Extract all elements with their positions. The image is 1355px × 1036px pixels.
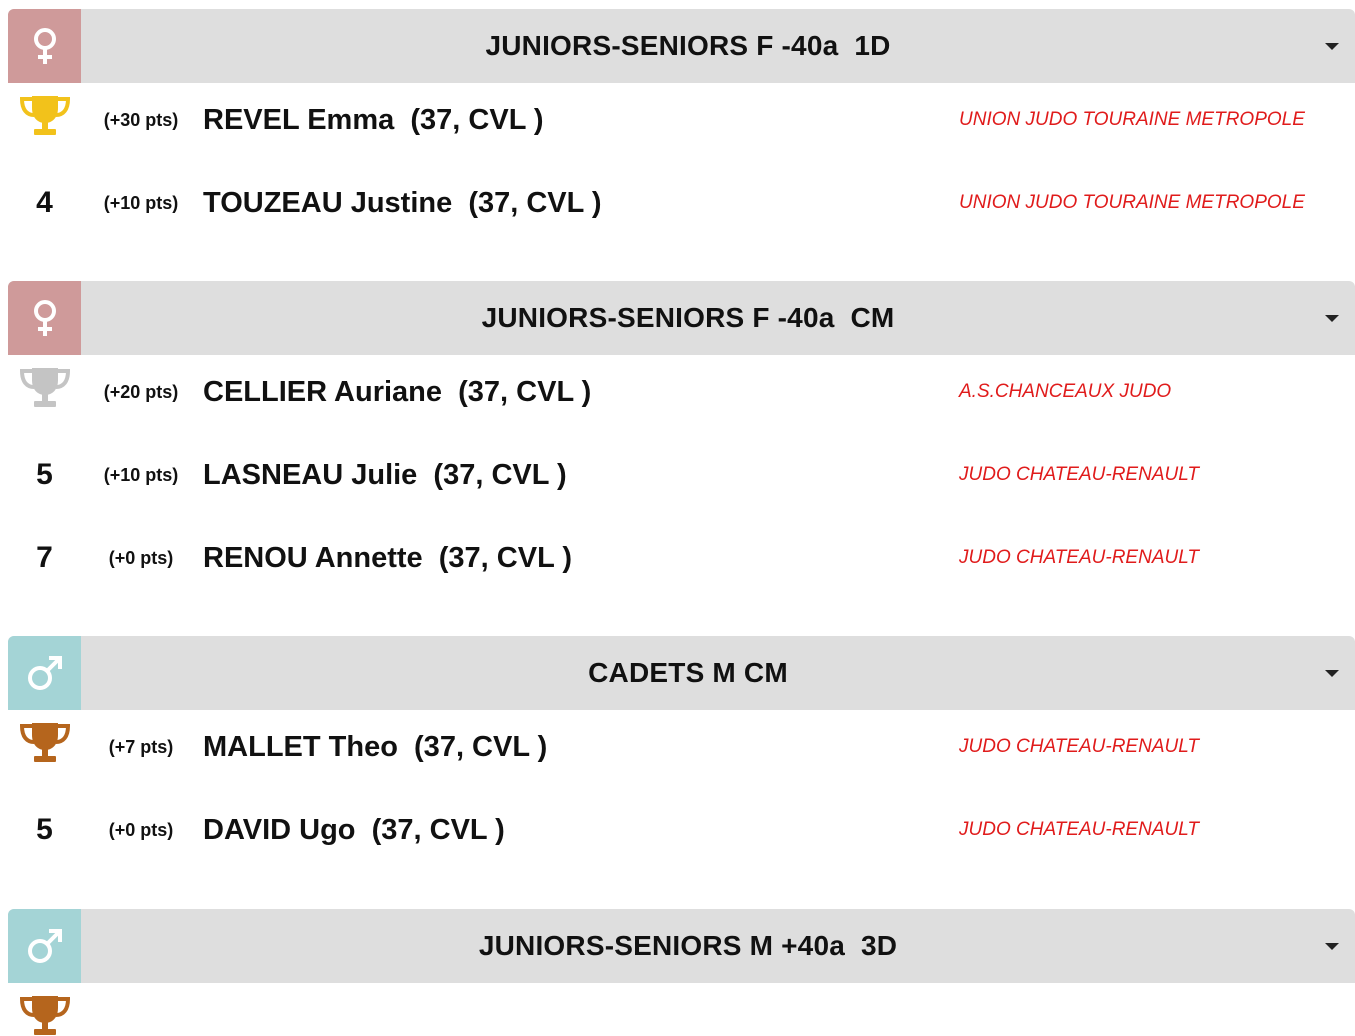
- club-name: UNION JUDO TOURAINE METROPOLE: [959, 109, 1305, 130]
- bronze-trophy-icon: [18, 994, 72, 1036]
- chevron-down-icon[interactable]: [1325, 315, 1339, 322]
- mars-icon: [25, 926, 65, 966]
- bronze-trophy-icon: [18, 721, 72, 773]
- rank-medal: [8, 710, 81, 784]
- category-title: JUNIORS-SENIORS F -40a 1D: [485, 30, 891, 61]
- rank-medal: [8, 83, 81, 157]
- rank: 4: [36, 186, 53, 219]
- points: (+10 pts): [103, 193, 179, 213]
- category-header[interactable]: [8, 909, 1355, 983]
- category-title: JUNIORS-SENIORS F -40a CM: [481, 302, 895, 333]
- athlete-name: DAVID Ugo (37, CVL ): [203, 814, 505, 846]
- category-header[interactable]: [8, 636, 1355, 710]
- rank-medal: [8, 983, 81, 1036]
- category-section: [8, 909, 1355, 1036]
- result-row: [8, 793, 1355, 876]
- result-row: [8, 83, 1355, 166]
- athlete-name: LASNEAU Julie (37, CVL ): [203, 459, 567, 491]
- result-row: [8, 166, 1355, 249]
- athlete-name: RENOU Annette (37, CVL ): [203, 542, 572, 574]
- athlete-name: CELLIER Auriane (37, CVL ): [203, 376, 592, 408]
- chevron-down-icon[interactable]: [1325, 43, 1339, 50]
- gold-trophy-icon: [18, 94, 72, 146]
- category-title: JUNIORS-SENIORS M +40a 3D: [478, 930, 898, 961]
- gender-badge: [8, 909, 81, 983]
- category-header[interactable]: [8, 281, 1355, 355]
- venus-icon: [30, 26, 60, 66]
- points: (+0 pts): [108, 820, 174, 840]
- club-name: JUDO CHATEAU-RENAULT: [959, 819, 1199, 840]
- category-section: [8, 281, 1355, 604]
- athlete-name: REVEL Emma (37, CVL ): [203, 104, 544, 136]
- chevron-down-icon[interactable]: [1325, 670, 1339, 677]
- category-header[interactable]: [8, 9, 1355, 83]
- athlete-name: TOUZEAU Justine (37, CVL ): [203, 187, 602, 219]
- points: (+10 pts): [103, 465, 179, 485]
- points: (+20 pts): [103, 382, 179, 402]
- mars-icon: [25, 653, 65, 693]
- gender-badge: [8, 636, 81, 710]
- gender-badge: [8, 9, 81, 83]
- chevron-down-icon[interactable]: [1325, 943, 1339, 950]
- result-row: [8, 521, 1355, 604]
- category-title: CADETS M CM: [588, 657, 788, 688]
- club-name: A.S.CHANCEAUX JUDO: [959, 381, 1172, 402]
- rank-medal: [8, 355, 81, 429]
- club-name: UNION JUDO TOURAINE METROPOLE: [959, 192, 1305, 213]
- points: (+30 pts): [103, 110, 179, 130]
- athlete-name: MALLET Theo (37, CVL ): [203, 731, 548, 763]
- silver-trophy-icon: [18, 366, 72, 418]
- points: (+7 pts): [108, 737, 174, 757]
- category-section: [8, 636, 1355, 876]
- gender-badge: [8, 281, 81, 355]
- rank: 5: [36, 458, 53, 491]
- club-name: JUDO CHATEAU-RENAULT: [959, 547, 1199, 568]
- points: (+0 pts): [108, 548, 174, 568]
- rank: 5: [36, 813, 53, 846]
- club-name: JUDO CHATEAU-RENAULT: [959, 464, 1199, 485]
- result-row: [8, 710, 1355, 793]
- rank: 7: [36, 541, 53, 574]
- category-section: [8, 9, 1355, 249]
- club-name: JUDO CHATEAU-RENAULT: [959, 736, 1199, 757]
- result-row: [8, 438, 1355, 521]
- venus-icon: [30, 298, 60, 338]
- result-row: [8, 355, 1355, 438]
- result-row: [8, 983, 1355, 1036]
